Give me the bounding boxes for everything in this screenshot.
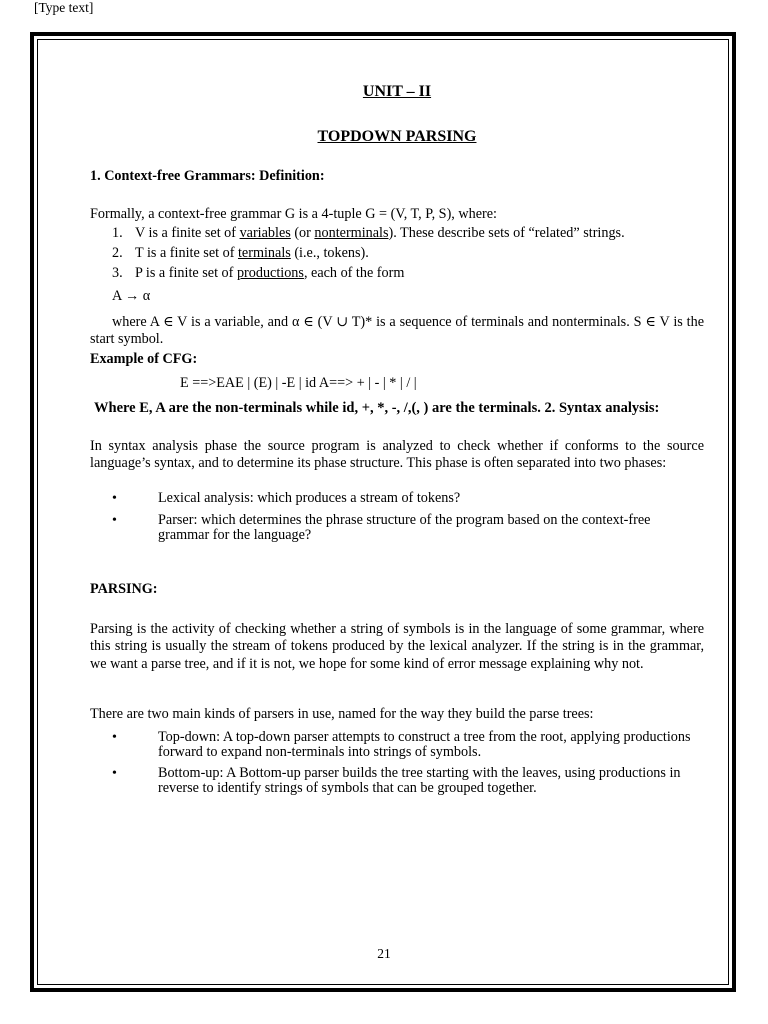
- parsing-heading: PARSING:: [90, 581, 158, 597]
- list-item: • Lexical analysis: which produces a stream of tokens?: [112, 490, 461, 506]
- page-number: 21: [377, 946, 391, 961]
- list-item: 2. T is a finite set of terminals (i.e., tokens).: [112, 245, 369, 261]
- list-item: 1. V is a finite set of variables (or nonterminals). These describe sets of “related” strings.: [112, 225, 625, 241]
- parsing-paragraph: Parsing is the activity of checking whether a string of symbols is in the language of some grammar, where this string is usually the stream of tokens produced by the lexical analyzer. If the string is in the grammar, we want a parse tree, and if it is not, we hope for some kind of error message explaining why not.: [90, 621, 704, 672]
- term-terminals: terminals: [237, 245, 291, 261]
- example-heading: Example of CFG:: [90, 351, 198, 367]
- terminals-statement: Where E, A are the non-terminals while id, +, *, -, /,(, ) are the terminals. 2. Syntax analysis:: [94, 400, 660, 416]
- bullet-icon: •: [112, 766, 117, 781]
- cfg-heading: 1. Context-free Grammars: Definition:: [90, 168, 325, 184]
- list-item: 3. P is a finite set of productions, each of the form: [112, 265, 405, 281]
- list-item: • Top-down: A top-down parser attempts to construct a tree from the root, applying productions forward to expand non-terminals into strings of symbols.: [112, 729, 691, 760]
- production-form: A → α: [112, 288, 151, 304]
- header-placeholder: [Type text]: [34, 0, 94, 15]
- list-item: • Bottom-up: A Bottom-up parser builds the tree starting with the leaves, using productions in reverse to identify strings of symbols that can be grouped together.: [112, 765, 681, 796]
- bullet-icon: •: [112, 491, 117, 506]
- topic-title: TOPDOWN PARSING: [317, 128, 477, 145]
- cfg-intro: Formally, a context-free grammar G is a 4-tuple G = (V, T, P, S), where:: [90, 206, 497, 222]
- parser-kinds-list: [90, 730, 704, 796]
- unit-title: UNIT – II: [362, 83, 432, 100]
- term-nonterminals: nonterminals: [314, 225, 389, 241]
- syntax-phase-list: [90, 491, 704, 543]
- parser-kinds-intro: There are two main kinds of parsers in use, named for the way they build the parse trees:: [90, 706, 594, 722]
- bullet-icon: •: [112, 730, 117, 745]
- bullet-icon: •: [112, 513, 117, 528]
- cfg-definition-list: [90, 223, 704, 283]
- where-paragraph: where A ∈ V is a variable, and α ∈ (V ∪ T)* is a sequence of terminals and nonterminals. S ∈ V is the start symbol.: [90, 314, 704, 348]
- syntax-paragraph: In syntax analysis phase the source program is analyzed to check whether if conforms to the source language’s syntax, and to determine its phase structure. This phase is often separated into two phases:: [90, 438, 704, 472]
- term-variables: variables: [239, 225, 291, 241]
- example-grammar: E ==>EAE | (E) | -E | id A==> + | - | * | / |: [180, 375, 417, 391]
- term-productions: productions: [236, 265, 304, 281]
- list-item: • Parser: which determines the phrase structure of the program based on the context-free grammar for the language?: [112, 512, 651, 543]
